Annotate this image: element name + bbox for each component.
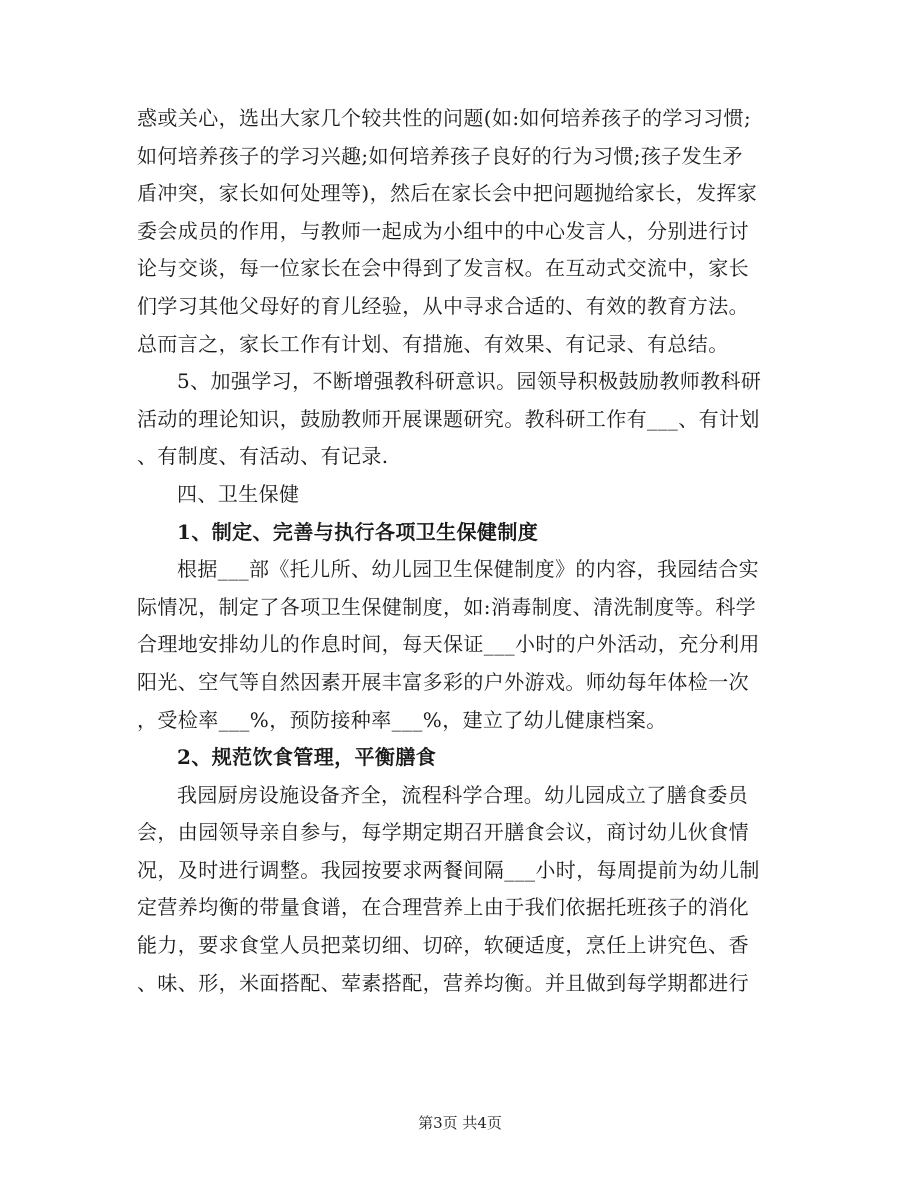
text-line: ，受检率___%，预防接种率___%，建立了幼儿健康档案。 <box>137 707 667 732</box>
text-line: 论与交谈，每一位家长在会中得到了发言权。在互动式交流中，家长 <box>137 256 749 281</box>
section-heading: 1、制定、完善与执行各项卫生保健制度 <box>177 519 539 544</box>
text-line: 四、卫生保健 <box>177 481 300 506</box>
text-line: 如何培养孩子的学习兴趣;如何培养孩子良好的行为习惯;孩子发生矛 <box>137 143 743 168</box>
text-line: 委会成员的作用，与教师一起成为小组中的中心发言人，分别进行讨 <box>137 218 749 243</box>
text-line: 总而言之，家长工作有计划、有措施、有效果、有记录、有总结。 <box>137 331 729 356</box>
text-line: 、有制度、有活动、有记录. <box>137 444 389 469</box>
text-line: 阳光、空气等自然因素开展丰富多彩的户外游戏。师幼每年体检一次 <box>137 669 749 694</box>
text-line: 们学习其他父母好的育儿经验，从中寻求合适的、有效的教育方法。 <box>137 293 749 318</box>
text-line: 定营养均衡的带量食谱，在合理营养上由于我们依据托班孩子的消化 <box>137 895 749 920</box>
section-heading: 2、规范饮食管理，平衡膳食 <box>177 745 437 770</box>
text-line: 5、加强学习，不断增强教科研意识。园领导积极鼓励教师教科研 <box>177 369 762 394</box>
text-line: 能力，要求食堂人员把菜切细、切碎，软硬适度，烹任上讲究色、香 <box>137 933 749 958</box>
text-line: 合理地安排幼儿的作息时间，每天保证___小时的户外活动，充分利用 <box>137 632 760 657</box>
text-line: 根据___部《托儿所、幼儿园卫生保健制度》的内容，我园结合实 <box>177 557 759 582</box>
text-line: 际情况，制定了各项卫生保健制度，如:消毒制度、清洗制度等。科学 <box>137 594 757 619</box>
document-body <box>137 100 787 1002</box>
text-line: 况，及时进行调整。我园按要求两餐间隔___小时，每周提前为幼儿制 <box>137 857 760 882</box>
text-line: 我园厨房设施设备齐全，流程科学合理。幼儿园成立了膳食委员 <box>177 782 749 807</box>
text-line: 活动的理论知识，鼓励教师开展课题研究。教科研工作有___、有计划 <box>137 406 760 431</box>
page-footer: 第3页 共4页 <box>418 1114 502 1132</box>
text-line: 盾冲突，家长如何处理等)，然后在家长会中把问题抛给家长，发挥家 <box>137 181 758 206</box>
text-line: 会，由园领导亲自参与，每学期定期召开膳食会议，商讨幼儿伙食情 <box>137 820 749 845</box>
text-line: 、味、形，米面搭配、荤素搭配，营养均衡。并且做到每学期都进行 <box>137 970 749 995</box>
text-line: 惑或关心，选出大家几个较共性的问题(如:如何培养孩子的学习习惯; <box>137 106 752 130</box>
